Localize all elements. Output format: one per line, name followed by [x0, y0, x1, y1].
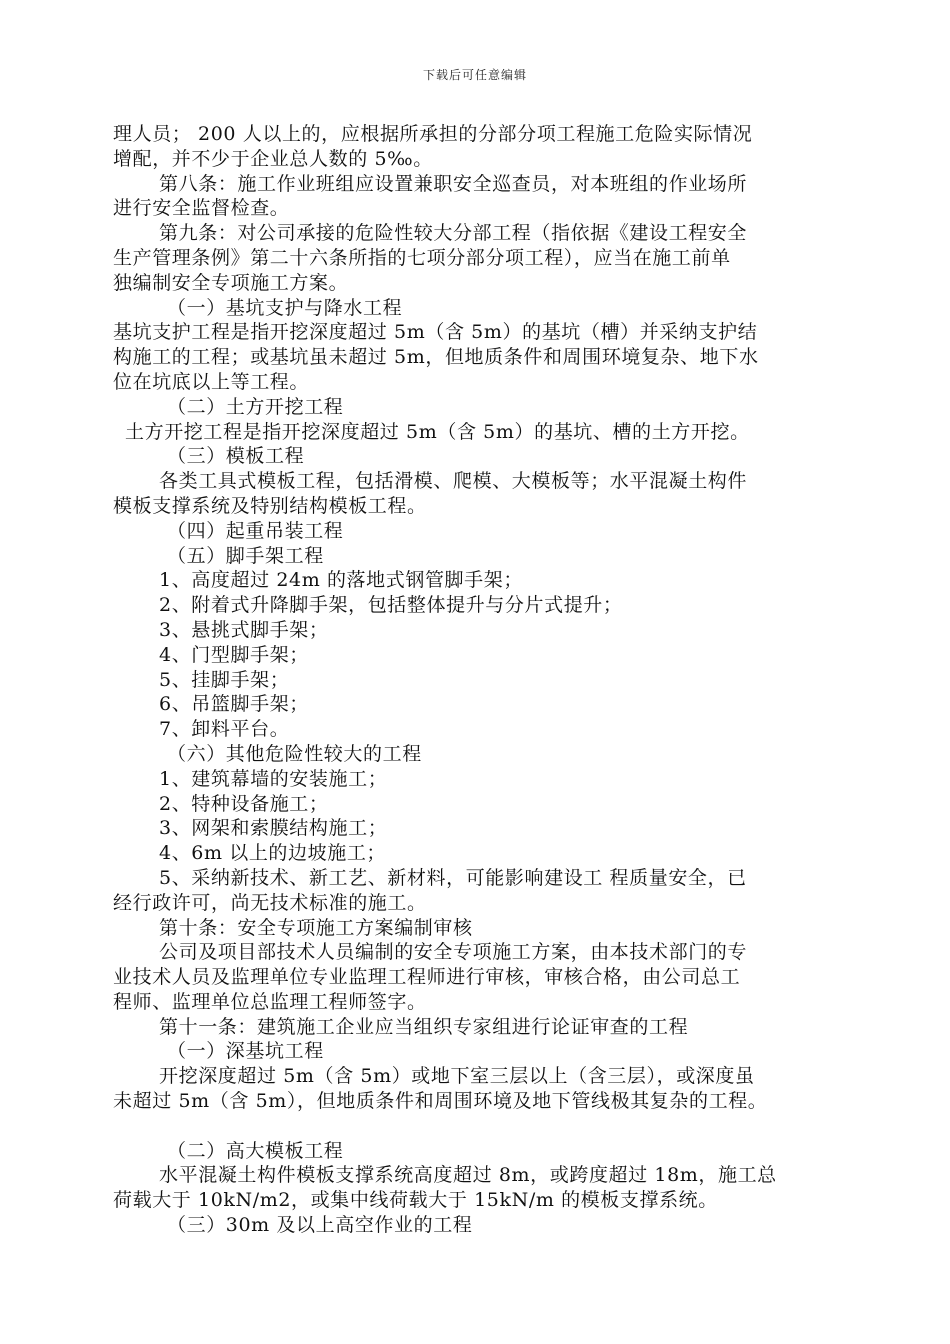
text-line: 基坑支护工程是指开挖深度超过 5m（含 5m）的基坑（槽）并采纳支护结: [113, 321, 758, 344]
text-line: （二）土方开挖工程: [167, 395, 344, 418]
text-line: 程师、监理单位总监理工程师签字。: [113, 990, 427, 1013]
text-line: 第十条：安全专项施工方案编制审核: [159, 916, 473, 939]
text-line: 位在坑底以上等工程。: [113, 370, 310, 393]
text-line: 公司及项目部技术人员编制的安全专项施工方案，由本技术部门的专: [159, 941, 748, 964]
text-line: 增配，并不少于企业总人数的 5‰。: [113, 147, 433, 170]
text-line: 3、网架和索膜结构施工；: [159, 817, 388, 840]
text-line: （六）其他危险性较大的工程: [167, 742, 422, 765]
text-line: 7、卸料平台。: [159, 718, 290, 741]
text-line: 未超过 5m（含 5m），但地质条件和周围环境及地下管线极其复杂的工程。: [113, 1090, 768, 1113]
text-line: 荷载大于 10kN/m2，或集中线荷载大于 15kN/m 的模板支撑系统。: [113, 1189, 718, 1212]
text-line: （三）模板工程: [167, 445, 305, 468]
text-line: 第九条：对公司承接的危险性较大分部工程（指依据《建设工程安全: [159, 222, 748, 245]
document-body: [113, 122, 833, 1238]
text-line: 第十一条：建筑施工企业应当组织专家组进行论证审查的工程: [159, 1015, 689, 1038]
text-line: 生产管理条例》第二十六条所指的七项分部分项工程），应当在施工前单: [113, 246, 731, 269]
text-line: （五）脚手架工程: [167, 544, 324, 567]
text-line: 5、采纳新技术、新工艺、新材料，可能影响建设工 程质量安全，已: [159, 866, 747, 889]
text-line: 各类工具式模板工程，包括滑模、爬模、大模板等；水平混凝土构件: [159, 470, 748, 493]
text-line: 理人员； 200 人以上的，应根据所承担的分部分项工程施工危险实际情况: [113, 123, 753, 145]
text-line: 经行政许可，尚无技术标准的施工。: [113, 891, 427, 914]
text-line: 3、悬挑式脚手架；: [159, 618, 329, 641]
text-line: 模板支撑系统及特别结构模板工程。: [113, 494, 427, 517]
page-header: 下载后可任意编辑: [422, 68, 527, 82]
text-line: 2、特种设备施工；: [159, 792, 329, 815]
text-line: 4、6m 以上的边坡施工；: [159, 842, 387, 865]
blank-line: [113, 1114, 833, 1139]
text-line: （三）30m 及以上高空作业的工程: [167, 1214, 473, 1237]
text-line: 水平混凝土构件模板支撑系统高度超过 8m，或跨度超过 18m，施工总: [159, 1164, 777, 1187]
text-line: 业技术人员及监理单位专业监理工程师进行审核，审核合格，由公司总工: [113, 966, 741, 989]
text-line: 4、门型脚手架；: [159, 643, 309, 666]
text-line: （一）深基坑工程: [167, 1040, 324, 1063]
text-line: 构施工的工程；或基坑虽未超过 5m，但地质条件和周围环境复杂、地下水: [113, 346, 759, 369]
text-line: （一）基坑支护与降水工程: [167, 296, 403, 319]
text-line: 第八条：施工作业班组应设置兼职安全巡查员，对本班组的作业场所: [159, 172, 748, 195]
text-line: 独编制安全专项施工方案。: [113, 271, 349, 294]
text-line: 5、挂脚手架；: [159, 668, 290, 691]
text-line: 1、高度超过 24m 的落地式钢管脚手架；: [159, 569, 523, 592]
text-line: （二）高大模板工程: [167, 1139, 344, 1162]
text-line: 土方开挖工程是指开挖深度超过 5m（含 5m）的基坑、槽的土方开挖。: [125, 420, 750, 443]
text-line: 进行安全监督检查。: [113, 197, 290, 220]
text-line: 2、附着式升降脚手架，包括整体提升与分片式提升；: [159, 594, 623, 617]
text-line: 1、建筑幕墙的安装施工；: [159, 767, 388, 790]
text-line: （四）起重吊装工程: [167, 519, 344, 542]
text-line: 开挖深度超过 5m（含 5m）或地下室三层以上（含三层），或深度虽: [159, 1065, 755, 1088]
text-line: 6、吊篮脚手架；: [159, 693, 309, 716]
